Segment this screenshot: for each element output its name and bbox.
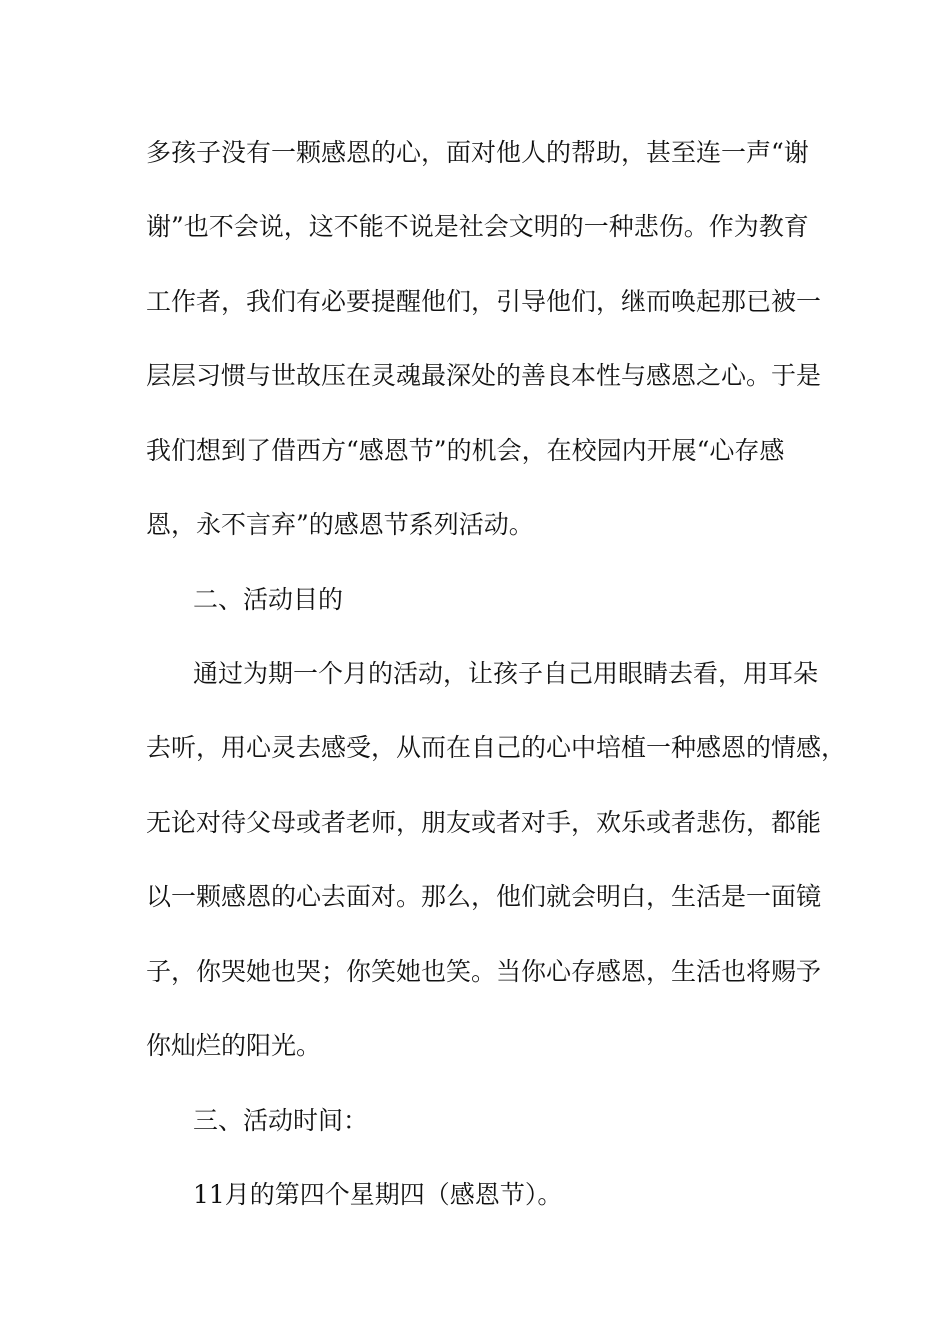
paragraph-line: 通过为期一个月的活动，让孩子自己用眼睛去看，用耳朵 xyxy=(193,659,819,688)
paragraph-line: 无论对待父母或者老师，朋友或者对手，欢乐或者悲伤，都能 xyxy=(146,808,822,837)
section-heading-time: 三、活动时间： xyxy=(193,1106,369,1135)
section-heading-purpose: 二、活动目的 xyxy=(193,585,344,614)
paragraph-line: 以一颗感恩的心去面对。那么，他们就会明白，生活是一面镜 xyxy=(146,882,822,911)
paragraph-line: 子，你哭她也哭；你笑她也笑。当你心存感恩，生活也将赐予 xyxy=(146,957,822,986)
paragraph-line: 谢”也不会说，这不能不说是社会文明的一种悲伤。作为教育 xyxy=(146,212,809,241)
paragraph-line: 恩，永不言弃”的感恩节系列活动。 xyxy=(146,510,534,539)
paragraph-line: 多孩子没有一颗感恩的心，面对他人的帮助，甚至连一声“谢 xyxy=(146,138,809,167)
paragraph-line: 工作者，我们有必要提醒他们，引导他们，继而唤起那已被一 xyxy=(146,287,822,316)
paragraph-line: 去听，用心灵去感受，从而在自己的心中培植一种感恩的情感， xyxy=(146,733,847,762)
paragraph-line: 层层习惯与世故压在灵魂最深处的善良本性与感恩之心。于是 xyxy=(146,361,822,390)
paragraph-line: 我们想到了借西方“感恩节”的机会，在校园内开展“心存感 xyxy=(146,436,785,465)
paragraph-line: 11月的第四个星期四（感恩节）。 xyxy=(193,1180,563,1209)
paragraph-line: 你灿烂的阳光。 xyxy=(146,1031,322,1060)
